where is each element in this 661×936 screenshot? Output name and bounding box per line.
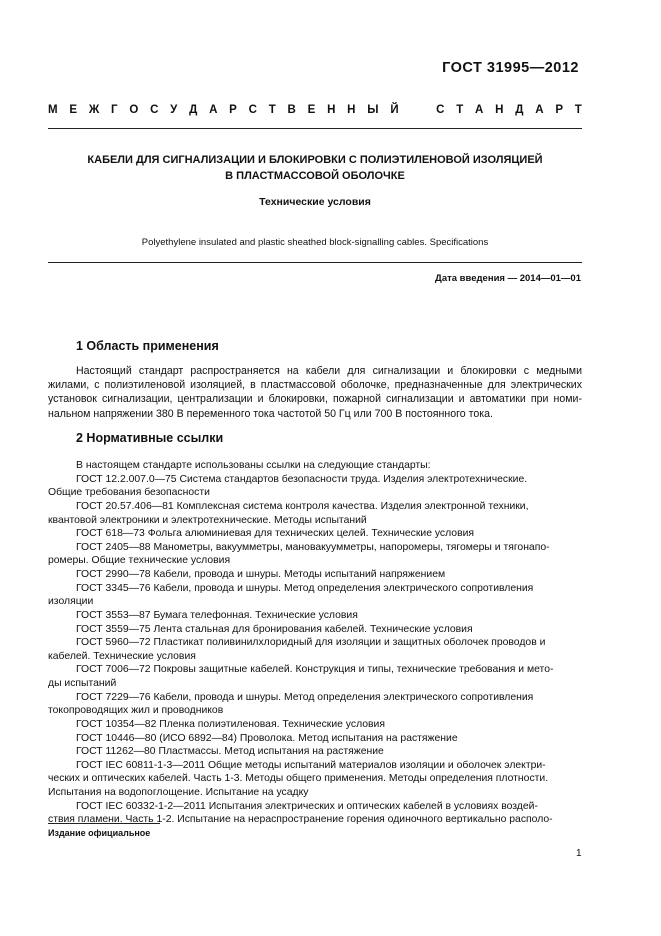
- paragraph-line: установок сигнализации, централизации и блокировки, пожарной сигнализации и автоматики при номи-: [48, 393, 582, 406]
- paragraph-line: жилами, с полиэтиленовой изоляцией, в пластмассовой оболочке, предназначенные для электрических: [48, 379, 582, 392]
- banner-letter: Г: [111, 104, 118, 116]
- introduction-date: Дата введения — 2014—01—01: [435, 273, 581, 284]
- reference-line: ГОСТ 618—73 Фольга алюминиевая для технических целей. Технические условия: [76, 528, 475, 540]
- english-title: Polyethylene insulated and plastic sheathed block-signalling cables. Specifications: [141, 237, 489, 248]
- reference-line: ГОСТ 3559—75 Лента стальная для бронирования кабелей. Технические условия: [76, 623, 473, 635]
- banner-letter: Е: [307, 104, 316, 116]
- section-1-heading: 1 Область применения: [76, 339, 219, 353]
- banner-letter: С: [248, 104, 257, 116]
- banner-letter: С: [150, 104, 159, 116]
- footer-divider: [48, 823, 160, 824]
- banner-letter: Д: [189, 104, 198, 116]
- reference-line: квантовой электроники и электротехнические. Методы испытаний: [48, 514, 367, 526]
- reference-line: ГОСТ 10354—82 Пленка полиэтиленовая. Технические условия: [76, 718, 385, 730]
- banner-letter: Е: [69, 104, 78, 116]
- reference-line: ГОСТ 10446—80 (ИСО 6892—84) Проволока. Метод испытания на растяжение: [76, 732, 458, 744]
- reference-line: ГОСТ IEC 60332-1-2—2011 Испытания электрических и оптических кабелей в условиях воздей-: [76, 800, 538, 812]
- standard-number: ГОСТ 31995—2012: [442, 60, 579, 76]
- reference-line: токопроводящих жил и проводников: [48, 705, 224, 717]
- reference-line: кабелей. Технические условия: [48, 650, 196, 662]
- banner-letter: Й: [390, 104, 399, 116]
- reference-line: ГОСТ 20.57.406—81 Комплексная система контроля качества. Изделия электронной техники,: [76, 500, 529, 512]
- banner-letter: М: [48, 104, 58, 116]
- title-divider: [48, 262, 582, 263]
- banner-letter: С: [436, 104, 445, 116]
- banner-letter: Р: [229, 104, 237, 116]
- reference-line: ромеры. Общие технические условия: [48, 555, 231, 567]
- banner-letter: А: [209, 104, 218, 116]
- title-line-2: В ПЛАСТМАССОВОЙ ОБОЛОЧКЕ: [225, 170, 405, 182]
- section-2-references: [48, 459, 582, 827]
- banner-letter: А: [475, 104, 484, 116]
- reference-line: ГОСТ 5960—72 Пластикат поливинилхлоридный для изоляции и защитных оболочек проводов и: [76, 637, 546, 649]
- banner-letter: Т: [268, 104, 276, 116]
- banner-letter: Ж: [88, 104, 100, 116]
- banner-letter: Ы: [367, 104, 379, 116]
- banner-gap: [410, 104, 424, 116]
- banner-letter: Д: [515, 104, 524, 116]
- reference-line: ческих и оптических кабелей. Часть 1-3. Методы общего применения. Методы определения плотности.: [48, 773, 549, 785]
- banner-letter: О: [129, 104, 139, 116]
- top-divider: [48, 128, 582, 129]
- reference-line: ГОСТ 12.2.007.0—75 Система стандартов безопасности труда. Изделия электротехнические.: [76, 473, 528, 485]
- section-1-body: [48, 364, 582, 421]
- banner-letter: Н: [327, 104, 336, 116]
- paragraph-line: Настоящий стандарт распространяется на кабели для сигнализации и блокировки с медными: [76, 365, 582, 377]
- reference-line: ды испытаний: [48, 678, 117, 689]
- reference-line: Испытания на водопоглощение. Испытание на усадку: [48, 787, 309, 798]
- reference-line: ГОСТ IEC 60811-1-3—2011 Общие методы испытаний материалов изоляции и оболочек электри-: [76, 759, 546, 771]
- reference-line: ГОСТ 2990—78 Кабели, провода и шнуры. Методы испытаний напряжением: [76, 569, 446, 580]
- paragraph-line: нальном напряжении 380 В переменного тока частотой 50 Гц или 700 В постоянного тока.: [48, 407, 493, 420]
- reference-line: изоляции: [48, 596, 94, 608]
- reference-line: ГОСТ 3345—76 Кабели, провода и шнуры. Метод определения электрического сопротивления: [76, 582, 534, 594]
- reference-line: ствия пламени. Часть 1-2. Испытание на нераспространение горения одиночного вертикально располо-: [48, 814, 553, 826]
- reference-line: ГОСТ 7006—72 Покровы защитные кабелей. Конструкция и типы, технические требования и мето-: [76, 664, 554, 676]
- reference-line: В настоящем стандарте использованы ссылки на следующие стандарты:: [76, 460, 431, 471]
- banner-letter: А: [535, 104, 544, 116]
- banner-letter: Н: [347, 104, 356, 116]
- document-title: [48, 152, 582, 184]
- document-subtitle: Технические условия: [259, 196, 371, 208]
- reference-line: ГОСТ 11262—80 Пластмассы. Метод испытания на растяжение: [76, 746, 384, 758]
- banner-letter: У: [170, 104, 178, 116]
- reference-line: ГОСТ 7229—76 Кабели, провода и шнуры. Метод определения электрического сопротивления: [76, 691, 534, 703]
- banner-letter: Т: [574, 104, 582, 116]
- reference-line: ГОСТ 3553—87 Бумага телефонная. Технические условия: [76, 609, 358, 621]
- edition-note: Издание официальное: [48, 828, 151, 838]
- banner-letter: Т: [456, 104, 464, 116]
- banner-letter: Н: [495, 104, 504, 116]
- reference-line: Общие требования безопасности: [48, 487, 210, 499]
- banner-letter: Р: [555, 104, 563, 116]
- page-number: 1: [576, 848, 582, 859]
- interstate-standard-banner: [48, 104, 582, 116]
- section-2-heading: 2 Нормативные ссылки: [76, 431, 224, 445]
- title-line-1: КАБЕЛИ ДЛЯ СИГНАЛИЗАЦИИ И БЛОКИРОВКИ С ПОЛИЭТИЛЕНОВОЙ ИЗОЛЯЦИЕЙ: [87, 154, 543, 166]
- reference-line: ГОСТ 2405—88 Манометры, вакуумметры, мановакуумметры, напоромеры, тягомеры и тягонапо-: [76, 541, 550, 553]
- banner-letter: В: [287, 104, 296, 116]
